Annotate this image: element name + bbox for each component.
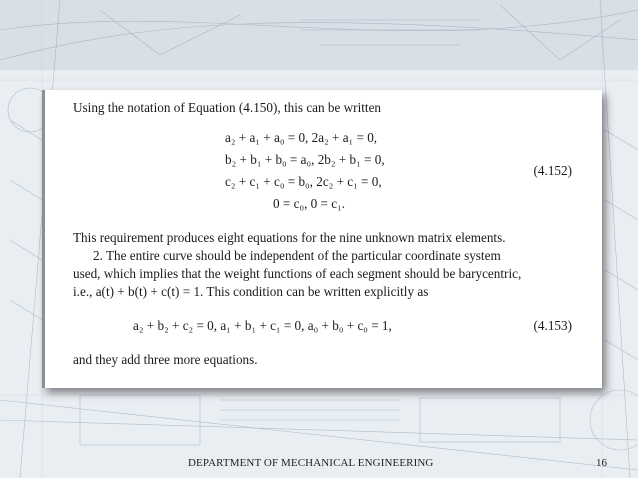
equation-152-number: (4.152) [533,163,572,178]
intro-text: Using the notation of Equation (4.150), this can be written [73,100,382,115]
paragraph-line-2: 2. The entire curve should be independent of the particular coordinate system [93,248,501,263]
page-number: 16 [596,457,607,469]
equation-152-line-2: b₂ + b₁ + b₀ = a₀, 2b₂ + b₁ = 0, [225,152,385,167]
equation-153-number: (4.153) [533,318,572,333]
equation-152-line-4: 0 = c₀, 0 = c₁. [273,196,346,211]
textbook-excerpt [42,90,602,388]
department-footer: DEPARTMENT OF MECHANICAL ENGINEERING [188,457,434,469]
equation-152-line-1: a₂ + a₁ + a₀ = 0, 2a₂ + a₁ = 0, [225,130,378,145]
paragraph-line-3: used, which implies that the weight functions of each segment should be barycentric, [73,266,522,281]
equation-152-line-3: c₂ + c₁ + c₀ = b₀, 2c₂ + c₁ = 0, [225,174,382,189]
paragraph-line-4: i.e., a(t) + b(t) + c(t) = 1. This condition can be written explicitly as [73,284,429,299]
equation-153: a₂ + b₂ + c₂ = 0, a₁ + b₁ + c₁ = 0, a₀ + b₀ + c₀ = 1, [133,318,392,333]
closing-text: and they add three more equations. [73,352,258,367]
paragraph-line-1: This requirement produces eight equations for the nine unknown matrix elements. [73,230,506,245]
